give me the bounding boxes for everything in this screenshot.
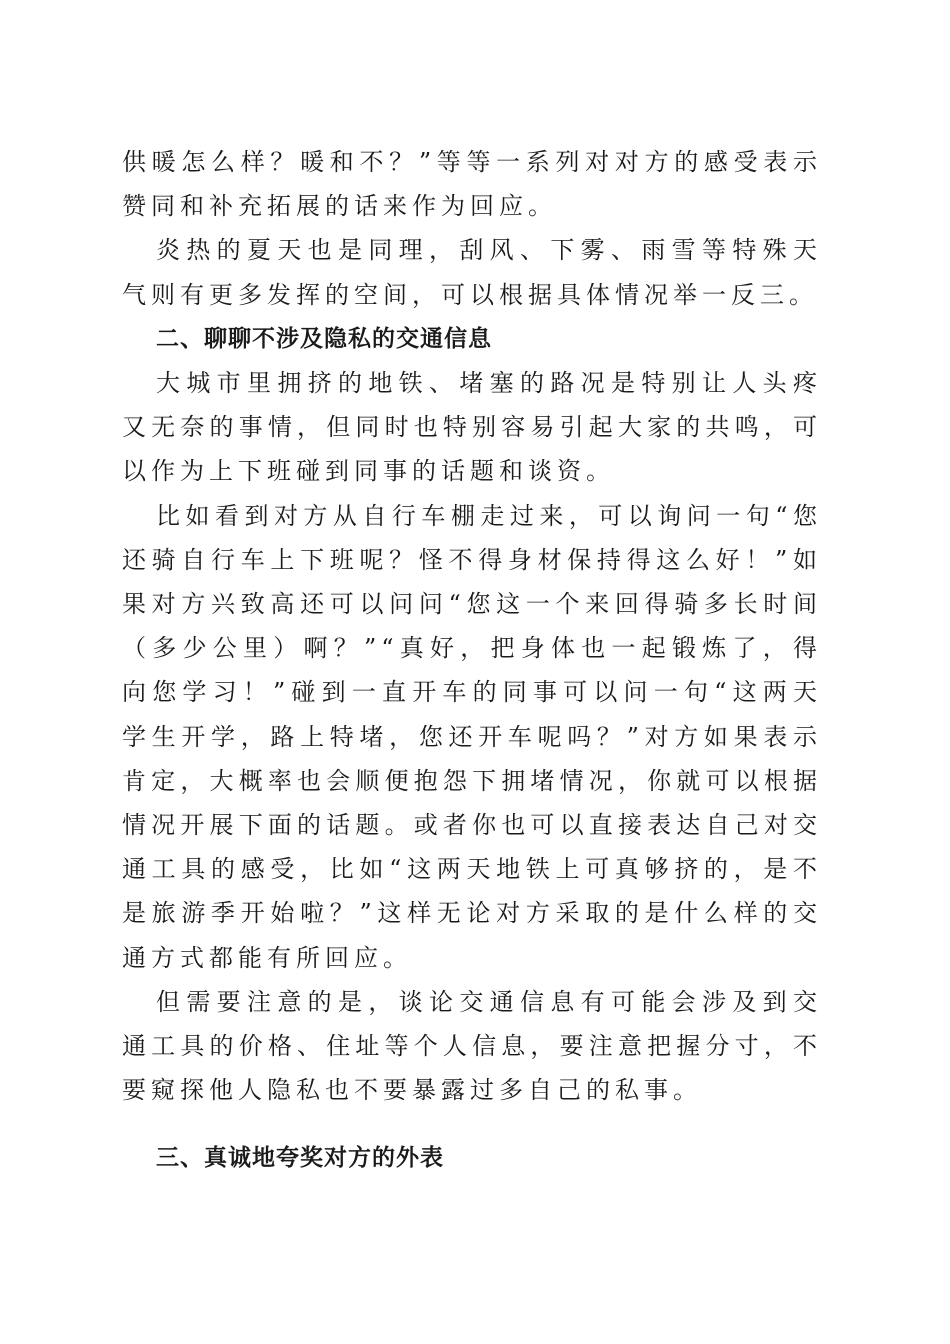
paragraph-privacy-note: 但需要注意的是，谈论交通信息有可能会涉及到交通工具的价格、住址等个人信息，要注意把握分寸，不要窥探他人隐私也不要暴露过多自己的私事。 (122, 987, 822, 1105)
paragraph-summer-weather: 炎热的夏天也是同理，刮风、下雾、雨雪等特殊天气则有更多发挥的空间，可以根据具体情况举一反三。 (122, 236, 822, 309)
paragraph-city-traffic: 大城市里拥挤的地铁、堵塞的路况是特别让人头疼又无奈的事情，但同时也特别容易引起大家的共鸣，可以作为上下班碰到同事的话题和谈资。 (122, 369, 822, 486)
document-page (122, 140, 822, 1181)
paragraph-traffic-examples: 比如看到对方从自行车棚走过来，可以询问一句“您还骑自行车上下班呢？怪不得身材保持得这么好！”如果对方兴致高还可以问问“您这一个来回得骑多长时间（多少公里）啊？”“真好，把身体也一起锻炼了，得向您学习！”碰到一直开车的同事可以问一句“这两天学生开学，路上特堵，您还开车呢吗？”对方如果表示肯定，大概率也会顺便抱怨下拥堵情况，你就可以根据情况开展下面的话题。或者你也可以直接表达自己对交通工具的感受，比如“这两天地铁上可真够挤的，是不是旅游季开始啦？”这样无论对方采取的是什么样的交通方式都能有所回应。 (122, 501, 822, 972)
paragraph-continued: 供暖怎么样？暖和不？”等等一系列对对方的感受表示赞同和补充拓展的话来作为回应。 (122, 148, 822, 221)
section-heading-appearance: 三、真诚地夸奖对方的外表 (156, 1145, 444, 1172)
section-heading-traffic: 二、聊聊不涉及隐私的交通信息 (156, 325, 492, 352)
